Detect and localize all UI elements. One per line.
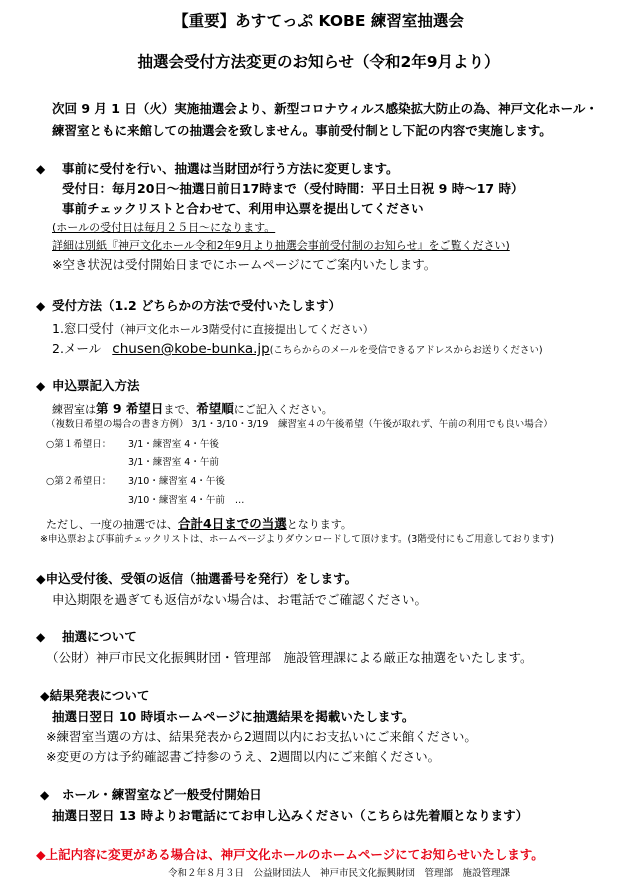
section4-line: 申込期限を過ぎても返信がない場合は、お電話でご確認ください。 xyxy=(52,592,428,607)
page-subtitle: 抽選会受付方法変更のお知らせ（令和2年9月より） xyxy=(137,53,500,71)
pref1-option-a: 3/1・練習室 4・午後 xyxy=(128,439,219,450)
section1-submit-note: 事前チェックリストと合わせて、利用申込票を提出してください xyxy=(62,201,424,216)
section1-hall-note: (ホールの受付日は毎月２５日～になります。 xyxy=(52,221,276,234)
counter-note: （神戸文化ホール3階受付に直接提出してください） xyxy=(113,323,374,336)
section3-example: （複数日希望の場合の書き方例） 3/1・3/10・3/19 練習室４の午後希望（午後が取れず、午前の利用でも良い場合） xyxy=(46,419,553,430)
email-link[interactable]: chusen@kobe-bunka.jp xyxy=(112,341,270,357)
page-title: 【重要】あすてっぷ KOBE 練習室抽選会 xyxy=(173,12,464,30)
email-label: 2.メール xyxy=(52,341,102,356)
diamond-bullet-icon: ◆ xyxy=(36,630,46,644)
section4-heading: ◆申込受付後、受領の返信（抽選番号を発行）をします。 xyxy=(36,571,358,586)
section2-heading: 受付方法（1.2 どちらかの方法で受付いたします） xyxy=(52,298,341,313)
section1-detail-note: 詳細は別紙『神戸文化ホール令和2年9月より抽選会事前受付制のお知らせ』をご覧ください) xyxy=(52,239,510,252)
section2-item-email xyxy=(52,340,543,357)
section5-heading: 抽選について xyxy=(62,629,137,644)
diamond-bullet-icon: ◆ xyxy=(36,379,46,393)
diamond-bullet-icon: ◆ xyxy=(40,788,50,802)
section6-line-2: ※練習室当選の方は、結果発表から2週間以内にお支払いにご来館ください。 xyxy=(46,729,477,744)
pref1-label: ○第１希望日： xyxy=(46,439,112,450)
email-note: (こちらからのメールを受信できるアドレスからお送りください) xyxy=(269,345,543,356)
section6-line-1: 抽選日翌日 10 時頃ホームページに抽選結果を掲載いたします。 xyxy=(52,709,415,724)
section3-limit: ただし、一度の抽選では、合計4日までの当選となります。 xyxy=(46,516,352,531)
change-notice: ◆上記内容に変更がある場合は、神戸文化ホールのホームページにてお知らせいたします。 xyxy=(36,847,544,862)
section3-description: 練習室は第 9 希望日まで、希望順にご記入ください。 xyxy=(52,401,333,416)
pref2-option-a: 3/10・練習室 4・午後 xyxy=(128,476,225,487)
pref2-option-b: 3/10・練習室 4・午前 … xyxy=(128,495,245,506)
section3-heading: 申込票記入方法 xyxy=(52,378,140,393)
section1-availability-note: ※空き状況は受付開始日までにホームページにてご案内いたします。 xyxy=(52,257,437,272)
intro-line-1: 次回 9 月 1 日（火）実施抽選会より、新型コロナウィルス感染拡大防止の為、神戸文化ホール・ xyxy=(52,101,598,116)
section7-heading: ホール・練習室など一般受付開始日 xyxy=(62,787,262,802)
section3-download-note: ※申込票および事前チェックリストは、ホームページよりダウンロードして頂けます。(3階受付にもご用意しております) xyxy=(40,534,554,545)
footer-signature: 令和２年８月３日 公益財団法人 神戸市民文化振興財団 管理部 施設管理課 xyxy=(168,868,511,879)
counter-label: 1.窓口受付 xyxy=(52,321,114,336)
diamond-bullet-icon: ◆ xyxy=(36,299,46,313)
pref1-option-b: 3/1・練習室 4・午前 xyxy=(128,457,219,468)
section5-line: （公財）神戸市民文化振興財団・管理部 施設管理課による厳正な抽選をいたします。 xyxy=(46,650,533,665)
section6-line-3: ※変更の方は予約確認書ご持参のうえ、2週間以内にご来館ください。 xyxy=(46,749,441,764)
section6-heading: ◆結果発表について xyxy=(40,688,150,703)
pref2-label: ○第２希望日： xyxy=(46,476,112,487)
section2-item-counter xyxy=(52,320,374,336)
section7-line: 抽選日翌日 13 時よりお電話にてお申し込みください（こちらは先着順となります） xyxy=(52,808,529,823)
section1-heading: 事前に受付を行い、抽選は当財団が行う方法に変更します。 xyxy=(62,161,399,176)
intro-line-2: 練習室ともに来館しての抽選会を致しません。事前受付制とし下記の内容で実施します。 xyxy=(52,123,552,138)
section1-reception-days: 受付日：毎月20日～抽選日前日17時まで（受付時間：平日土日祝 9 時～17 時） xyxy=(62,181,524,196)
diamond-bullet-icon: ◆ xyxy=(36,162,46,176)
